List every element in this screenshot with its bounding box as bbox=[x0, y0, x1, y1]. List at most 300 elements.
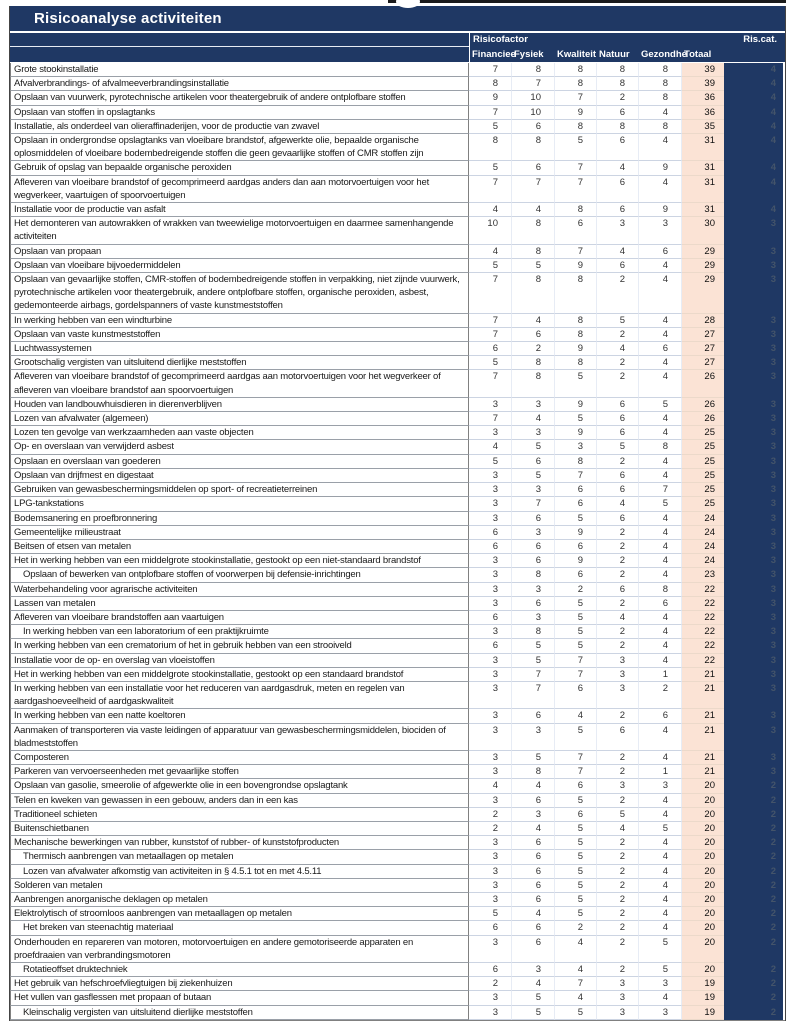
total-cell[interactable]: 31 bbox=[682, 176, 724, 203]
factor-cell[interactable]: 6 bbox=[597, 259, 639, 273]
total-cell[interactable]: 20 bbox=[682, 808, 724, 822]
activity-cell[interactable]: Beitsen of etsen van metalen bbox=[10, 540, 469, 554]
riscat-cell[interactable]: 3 bbox=[724, 370, 783, 397]
factor-cell[interactable]: 5 bbox=[639, 936, 682, 963]
factor-cell[interactable]: 5 bbox=[555, 512, 597, 526]
riscat-cell[interactable]: 4 bbox=[724, 120, 783, 134]
activity-cell[interactable]: Opslaan of bewerken van ontplofbare stoffen of voorwerpen bij defensie-inrichtingen bbox=[10, 568, 469, 582]
total-cell[interactable]: 20 bbox=[682, 865, 724, 879]
total-cell[interactable]: 20 bbox=[682, 963, 724, 977]
factor-cell[interactable]: 6 bbox=[512, 554, 555, 568]
factor-cell[interactable]: 6 bbox=[639, 597, 682, 611]
factor-cell[interactable]: 3 bbox=[512, 483, 555, 497]
activity-cell[interactable]: Rotatieoffset druktechniek bbox=[10, 963, 469, 977]
factor-cell[interactable]: 3 bbox=[469, 625, 512, 639]
total-cell[interactable]: 23 bbox=[682, 568, 724, 582]
factor-cell[interactable]: 4 bbox=[639, 794, 682, 808]
factor-cell[interactable]: 3 bbox=[512, 808, 555, 822]
factor-cell[interactable]: 3 bbox=[639, 779, 682, 793]
riscat-cell[interactable]: 4 bbox=[724, 91, 783, 105]
factor-cell[interactable]: 8 bbox=[597, 63, 639, 77]
activity-cell[interactable]: Thermisch aanbrengen van metaallagen op metalen bbox=[10, 850, 469, 864]
activity-cell[interactable]: Op- en overslaan van verwijderd asbest bbox=[10, 440, 469, 454]
factor-cell[interactable]: 6 bbox=[512, 921, 555, 935]
factor-cell[interactable]: 10 bbox=[512, 106, 555, 120]
factor-cell[interactable]: 6 bbox=[469, 611, 512, 625]
factor-cell[interactable]: 9 bbox=[555, 426, 597, 440]
riscat-cell[interactable]: 4 bbox=[724, 176, 783, 203]
total-cell[interactable]: 22 bbox=[682, 583, 724, 597]
factor-cell[interactable]: 3 bbox=[512, 724, 555, 751]
riscat-cell[interactable]: 2 bbox=[724, 1006, 783, 1020]
riscat-cell[interactable]: 3 bbox=[724, 554, 783, 568]
factor-cell[interactable]: 3 bbox=[512, 526, 555, 540]
factor-cell[interactable]: 6 bbox=[555, 808, 597, 822]
activity-cell[interactable]: Elektrolytisch of stroomloos aanbrengen van metaallagen op metalen bbox=[10, 907, 469, 921]
factor-cell[interactable]: 6 bbox=[512, 597, 555, 611]
factor-cell[interactable]: 8 bbox=[512, 370, 555, 397]
riscat-cell[interactable]: 3 bbox=[724, 245, 783, 259]
factor-cell[interactable]: 2 bbox=[512, 342, 555, 356]
factor-cell[interactable]: 4 bbox=[639, 991, 682, 1005]
factor-cell[interactable]: 8 bbox=[512, 765, 555, 779]
factor-cell[interactable]: 8 bbox=[512, 134, 555, 161]
total-cell[interactable]: 22 bbox=[682, 639, 724, 653]
riscat-cell[interactable]: 4 bbox=[724, 77, 783, 91]
activity-cell[interactable]: In werking hebben van een windturbine bbox=[10, 314, 469, 328]
activity-cell[interactable]: Aanbrengen anorganische deklagen op metalen bbox=[10, 893, 469, 907]
total-cell[interactable]: 21 bbox=[682, 668, 724, 682]
factor-cell[interactable]: 7 bbox=[555, 91, 597, 105]
factor-cell[interactable]: 3 bbox=[469, 512, 512, 526]
factor-cell[interactable]: 3 bbox=[469, 398, 512, 412]
activity-cell[interactable]: Opslaan van propaan bbox=[10, 245, 469, 259]
factor-cell[interactable]: 6 bbox=[597, 469, 639, 483]
riscat-cell[interactable]: 2 bbox=[724, 907, 783, 921]
factor-cell[interactable]: 3 bbox=[469, 568, 512, 582]
activity-cell[interactable]: Traditioneel schieten bbox=[10, 808, 469, 822]
factor-cell[interactable]: 6 bbox=[469, 342, 512, 356]
activity-cell[interactable]: Aanmaken of transporteren via vaste leidingen of apparatuur van gewasbeschermingsmiddelen, biociden of bladmeststoffen bbox=[10, 724, 469, 751]
factor-cell[interactable]: 3 bbox=[512, 398, 555, 412]
riscat-cell[interactable]: 3 bbox=[724, 682, 783, 709]
factor-cell[interactable]: 5 bbox=[597, 808, 639, 822]
factor-cell[interactable]: 5 bbox=[555, 370, 597, 397]
total-cell[interactable]: 26 bbox=[682, 370, 724, 397]
total-cell[interactable]: 22 bbox=[682, 654, 724, 668]
factor-cell[interactable]: 7 bbox=[469, 176, 512, 203]
factor-cell[interactable]: 6 bbox=[512, 540, 555, 554]
factor-cell[interactable]: 8 bbox=[639, 583, 682, 597]
activity-cell[interactable]: Lozen ten gevolge van werkzaamheden aan vaste objecten bbox=[10, 426, 469, 440]
total-cell[interactable]: 20 bbox=[682, 779, 724, 793]
factor-cell[interactable]: 6 bbox=[512, 455, 555, 469]
factor-cell[interactable]: 3 bbox=[512, 583, 555, 597]
factor-cell[interactable]: 9 bbox=[639, 203, 682, 217]
riscat-cell[interactable]: 3 bbox=[724, 583, 783, 597]
total-cell[interactable]: 22 bbox=[682, 611, 724, 625]
factor-cell[interactable]: 2 bbox=[597, 91, 639, 105]
factor-cell[interactable]: 5 bbox=[469, 161, 512, 175]
factor-cell[interactable]: 4 bbox=[639, 469, 682, 483]
factor-cell[interactable]: 4 bbox=[639, 921, 682, 935]
factor-cell[interactable]: 5 bbox=[555, 879, 597, 893]
factor-cell[interactable]: 6 bbox=[512, 936, 555, 963]
total-cell[interactable]: 26 bbox=[682, 412, 724, 426]
factor-cell[interactable]: 5 bbox=[639, 497, 682, 511]
factor-cell[interactable]: 5 bbox=[597, 440, 639, 454]
factor-cell[interactable]: 5 bbox=[639, 963, 682, 977]
factor-cell[interactable]: 3 bbox=[469, 1006, 512, 1020]
factor-cell[interactable]: 4 bbox=[639, 639, 682, 653]
factor-cell[interactable]: 8 bbox=[512, 568, 555, 582]
activity-cell[interactable]: Opslaan en overslaan van goederen bbox=[10, 455, 469, 469]
factor-cell[interactable]: 5 bbox=[555, 611, 597, 625]
activity-cell[interactable]: Houden van landbouwhuisdieren in dierenverblijven bbox=[10, 398, 469, 412]
total-cell[interactable]: 20 bbox=[682, 936, 724, 963]
activity-cell[interactable]: Grootschalig vergisten van uitsluitend dierlijke meststoffen bbox=[10, 356, 469, 370]
factor-cell[interactable]: 4 bbox=[555, 709, 597, 723]
factor-cell[interactable]: 6 bbox=[469, 963, 512, 977]
factor-cell[interactable]: 2 bbox=[469, 977, 512, 991]
factor-cell[interactable]: 5 bbox=[555, 850, 597, 864]
total-cell[interactable]: 20 bbox=[682, 921, 724, 935]
riscat-cell[interactable]: 3 bbox=[724, 497, 783, 511]
riscat-cell[interactable]: 3 bbox=[724, 765, 783, 779]
factor-cell[interactable]: 2 bbox=[597, 455, 639, 469]
factor-cell[interactable]: 4 bbox=[639, 540, 682, 554]
factor-cell[interactable]: 3 bbox=[469, 850, 512, 864]
factor-cell[interactable]: 3 bbox=[469, 554, 512, 568]
factor-cell[interactable]: 8 bbox=[555, 328, 597, 342]
total-cell[interactable]: 36 bbox=[682, 91, 724, 105]
activity-cell[interactable]: Kleinschalig vergisten van uitsluitend dierlijke meststoffen bbox=[10, 1006, 469, 1020]
factor-cell[interactable]: 2 bbox=[597, 879, 639, 893]
factor-cell[interactable]: 2 bbox=[597, 625, 639, 639]
riscat-cell[interactable]: 3 bbox=[724, 540, 783, 554]
riscat-cell[interactable]: 3 bbox=[724, 483, 783, 497]
factor-cell[interactable]: 5 bbox=[555, 893, 597, 907]
factor-cell[interactable]: 3 bbox=[469, 469, 512, 483]
factor-cell[interactable]: 7 bbox=[555, 176, 597, 203]
riscat-cell[interactable]: 2 bbox=[724, 794, 783, 808]
factor-cell[interactable]: 5 bbox=[555, 625, 597, 639]
factor-cell[interactable]: 6 bbox=[597, 583, 639, 597]
riscat-cell[interactable]: 3 bbox=[724, 568, 783, 582]
factor-cell[interactable]: 9 bbox=[639, 161, 682, 175]
factor-cell[interactable]: 4 bbox=[639, 568, 682, 582]
factor-cell[interactable]: 3 bbox=[469, 991, 512, 1005]
riscat-cell[interactable]: 4 bbox=[724, 106, 783, 120]
total-cell[interactable]: 20 bbox=[682, 794, 724, 808]
total-cell[interactable]: 19 bbox=[682, 991, 724, 1005]
factor-cell[interactable]: 2 bbox=[597, 865, 639, 879]
factor-cell[interactable]: 6 bbox=[555, 682, 597, 709]
factor-cell[interactable]: 3 bbox=[469, 682, 512, 709]
riscat-cell[interactable]: 2 bbox=[724, 921, 783, 935]
factor-cell[interactable]: 6 bbox=[597, 134, 639, 161]
factor-cell[interactable]: 4 bbox=[639, 176, 682, 203]
factor-cell[interactable]: 5 bbox=[555, 1006, 597, 1020]
factor-cell[interactable]: 4 bbox=[512, 822, 555, 836]
factor-cell[interactable]: 2 bbox=[597, 526, 639, 540]
activity-cell[interactable]: Waterbehandeling voor agrarische activiteiten bbox=[10, 583, 469, 597]
factor-cell[interactable]: 5 bbox=[555, 597, 597, 611]
factor-cell[interactable]: 4 bbox=[639, 356, 682, 370]
factor-cell[interactable]: 4 bbox=[639, 512, 682, 526]
total-cell[interactable]: 21 bbox=[682, 765, 724, 779]
activity-cell[interactable]: Installatie voor de productie van asfalt bbox=[10, 203, 469, 217]
factor-cell[interactable]: 2 bbox=[597, 540, 639, 554]
riscat-cell[interactable]: 3 bbox=[724, 611, 783, 625]
total-cell[interactable]: 29 bbox=[682, 245, 724, 259]
factor-cell[interactable]: 4 bbox=[639, 836, 682, 850]
riscat-cell[interactable]: 2 bbox=[724, 893, 783, 907]
factor-cell[interactable]: 7 bbox=[512, 682, 555, 709]
activity-cell[interactable]: Afleveren van vloeibare brandstof of gecomprimeerd aardgas anders dan aan motorvoertuigen voor het wegverkeer, vaartuigen of spoorvoertuigen bbox=[10, 176, 469, 203]
riscat-cell[interactable]: 3 bbox=[724, 724, 783, 751]
riscat-cell[interactable]: 3 bbox=[724, 597, 783, 611]
factor-cell[interactable]: 7 bbox=[555, 765, 597, 779]
factor-cell[interactable]: 3 bbox=[597, 977, 639, 991]
factor-cell[interactable]: 5 bbox=[639, 398, 682, 412]
total-cell[interactable]: 39 bbox=[682, 77, 724, 91]
factor-cell[interactable]: 2 bbox=[597, 356, 639, 370]
activity-cell[interactable]: Telen en kweken van gewassen in een gebouw, anders dan in een kas bbox=[10, 794, 469, 808]
total-cell[interactable]: 19 bbox=[682, 1006, 724, 1020]
factor-cell[interactable]: 7 bbox=[512, 497, 555, 511]
riscat-cell[interactable]: 4 bbox=[724, 161, 783, 175]
riscat-cell[interactable]: 3 bbox=[724, 526, 783, 540]
factor-cell[interactable]: 6 bbox=[639, 342, 682, 356]
factor-cell[interactable]: 8 bbox=[639, 91, 682, 105]
factor-cell[interactable]: 2 bbox=[597, 936, 639, 963]
factor-cell[interactable]: 2 bbox=[597, 328, 639, 342]
factor-cell[interactable]: 4 bbox=[639, 526, 682, 540]
riscat-cell[interactable]: 3 bbox=[724, 328, 783, 342]
factor-cell[interactable]: 2 bbox=[597, 597, 639, 611]
factor-cell[interactable]: 2 bbox=[597, 765, 639, 779]
activity-cell[interactable]: In werking hebben van een installatie voor het reduceren van aardgasdruk, meten en regelen van aardgashoeveelheid of aardgaskwaliteit bbox=[10, 682, 469, 709]
total-cell[interactable]: 29 bbox=[682, 259, 724, 273]
factor-cell[interactable]: 6 bbox=[512, 836, 555, 850]
factor-cell[interactable]: 4 bbox=[512, 907, 555, 921]
factor-cell[interactable]: 4 bbox=[512, 314, 555, 328]
factor-cell[interactable]: 4 bbox=[639, 412, 682, 426]
factor-cell[interactable]: 2 bbox=[597, 893, 639, 907]
total-cell[interactable]: 25 bbox=[682, 440, 724, 454]
factor-cell[interactable]: 2 bbox=[597, 921, 639, 935]
total-cell[interactable]: 22 bbox=[682, 597, 724, 611]
riscat-cell[interactable]: 3 bbox=[724, 625, 783, 639]
factor-cell[interactable]: 2 bbox=[597, 273, 639, 314]
factor-cell[interactable]: 6 bbox=[597, 398, 639, 412]
factor-cell[interactable]: 8 bbox=[555, 273, 597, 314]
factor-cell[interactable]: 7 bbox=[469, 370, 512, 397]
factor-cell[interactable]: 8 bbox=[639, 77, 682, 91]
factor-cell[interactable]: 3 bbox=[469, 497, 512, 511]
factor-cell[interactable]: 4 bbox=[555, 963, 597, 977]
total-cell[interactable]: 31 bbox=[682, 161, 724, 175]
factor-cell[interactable]: 1 bbox=[639, 668, 682, 682]
factor-cell[interactable]: 8 bbox=[639, 120, 682, 134]
factor-cell[interactable]: 6 bbox=[512, 879, 555, 893]
factor-cell[interactable]: 4 bbox=[639, 554, 682, 568]
riscat-cell[interactable]: 3 bbox=[724, 342, 783, 356]
factor-cell[interactable]: 4 bbox=[639, 106, 682, 120]
factor-cell[interactable]: 9 bbox=[555, 398, 597, 412]
factor-cell[interactable]: 6 bbox=[639, 709, 682, 723]
total-cell[interactable]: 24 bbox=[682, 512, 724, 526]
factor-cell[interactable]: 8 bbox=[555, 120, 597, 134]
factor-cell[interactable]: 7 bbox=[555, 469, 597, 483]
factor-cell[interactable]: 3 bbox=[512, 611, 555, 625]
factor-cell[interactable]: 4 bbox=[639, 134, 682, 161]
factor-cell[interactable]: 2 bbox=[597, 639, 639, 653]
factor-cell[interactable]: 5 bbox=[555, 907, 597, 921]
activity-cell[interactable]: Gebruik of opslag van bepaalde organische peroxiden bbox=[10, 161, 469, 175]
factor-cell[interactable]: 3 bbox=[597, 682, 639, 709]
factor-cell[interactable]: 4 bbox=[597, 822, 639, 836]
factor-cell[interactable]: 5 bbox=[512, 1006, 555, 1020]
riscat-cell[interactable]: 3 bbox=[724, 512, 783, 526]
total-cell[interactable]: 26 bbox=[682, 398, 724, 412]
factor-cell[interactable]: 4 bbox=[639, 724, 682, 751]
activity-cell[interactable]: In werking hebben van een natte koeltoren bbox=[10, 709, 469, 723]
factor-cell[interactable]: 3 bbox=[469, 668, 512, 682]
factor-cell[interactable]: 5 bbox=[512, 469, 555, 483]
factor-cell[interactable]: 2 bbox=[597, 370, 639, 397]
factor-cell[interactable]: 6 bbox=[512, 161, 555, 175]
activity-cell[interactable]: Het in werking hebben van een middelgrote stookinstallatie, gestookt op een standaard brandstof bbox=[10, 668, 469, 682]
activity-cell[interactable]: In werking hebben van een crematorium of het in gebruik hebben van een strooiveld bbox=[10, 639, 469, 653]
factor-cell[interactable]: 6 bbox=[469, 526, 512, 540]
riscat-cell[interactable]: 2 bbox=[724, 779, 783, 793]
factor-cell[interactable]: 4 bbox=[469, 203, 512, 217]
factor-cell[interactable]: 5 bbox=[555, 822, 597, 836]
factor-cell[interactable]: 7 bbox=[555, 751, 597, 765]
factor-cell[interactable]: 4 bbox=[597, 161, 639, 175]
factor-cell[interactable]: 6 bbox=[469, 639, 512, 653]
factor-cell[interactable]: 3 bbox=[597, 779, 639, 793]
factor-cell[interactable]: 6 bbox=[597, 724, 639, 751]
factor-cell[interactable]: 5 bbox=[639, 822, 682, 836]
riscat-cell[interactable]: 2 bbox=[724, 808, 783, 822]
factor-cell[interactable]: 6 bbox=[512, 328, 555, 342]
activity-cell[interactable]: Opslaan van vloeibare bijvoedermiddelen bbox=[10, 259, 469, 273]
factor-cell[interactable]: 3 bbox=[597, 668, 639, 682]
factor-cell[interactable]: 6 bbox=[512, 850, 555, 864]
factor-cell[interactable]: 3 bbox=[597, 1006, 639, 1020]
factor-cell[interactable]: 3 bbox=[597, 654, 639, 668]
factor-cell[interactable]: 7 bbox=[555, 977, 597, 991]
riscat-cell[interactable]: 3 bbox=[724, 639, 783, 653]
factor-cell[interactable]: 4 bbox=[512, 779, 555, 793]
factor-cell[interactable]: 6 bbox=[512, 893, 555, 907]
factor-cell[interactable]: 2 bbox=[597, 568, 639, 582]
factor-cell[interactable]: 3 bbox=[597, 217, 639, 244]
total-cell[interactable]: 36 bbox=[682, 106, 724, 120]
factor-cell[interactable]: 7 bbox=[469, 106, 512, 120]
activity-cell[interactable]: Het in werking hebben van een middelgrote stookinstallatie, gestookt op een niet-standaard brandstof bbox=[10, 554, 469, 568]
factor-cell[interactable]: 3 bbox=[469, 426, 512, 440]
factor-cell[interactable]: 6 bbox=[639, 245, 682, 259]
riscat-cell[interactable]: 3 bbox=[724, 668, 783, 682]
factor-cell[interactable]: 8 bbox=[639, 63, 682, 77]
riscat-cell[interactable]: 3 bbox=[724, 314, 783, 328]
factor-cell[interactable]: 3 bbox=[469, 893, 512, 907]
activity-cell[interactable]: Grote stookinstallatie bbox=[10, 63, 469, 77]
total-cell[interactable]: 25 bbox=[682, 455, 724, 469]
factor-cell[interactable]: 2 bbox=[597, 709, 639, 723]
factor-cell[interactable]: 4 bbox=[639, 865, 682, 879]
factor-cell[interactable]: 3 bbox=[469, 879, 512, 893]
factor-cell[interactable]: 8 bbox=[512, 63, 555, 77]
activity-cell[interactable]: Opslaan van gevaarlijke stoffen, CMR-stoffen of bodembedreigende stoffen in verpakking, niet zijnde vuurwerk, pyrotechnische artikelen voor theatergebruik, andere ontplofbare stoffen, organische peroxiden, asbest, gedemonteerde airbags, gordelspanners of vaste kunstmeststoffen bbox=[10, 273, 469, 314]
factor-cell[interactable]: 5 bbox=[469, 120, 512, 134]
total-cell[interactable]: 31 bbox=[682, 134, 724, 161]
activity-cell[interactable]: Installatie voor de op- en overslag van vloeistoffen bbox=[10, 654, 469, 668]
factor-cell[interactable]: 4 bbox=[639, 370, 682, 397]
factor-cell[interactable]: 7 bbox=[469, 328, 512, 342]
factor-cell[interactable]: 8 bbox=[639, 440, 682, 454]
factor-cell[interactable]: 5 bbox=[512, 991, 555, 1005]
factor-cell[interactable]: 6 bbox=[597, 426, 639, 440]
factor-cell[interactable]: 2 bbox=[597, 850, 639, 864]
factor-cell[interactable]: 9 bbox=[555, 342, 597, 356]
factor-cell[interactable]: 7 bbox=[555, 668, 597, 682]
total-cell[interactable]: 29 bbox=[682, 273, 724, 314]
factor-cell[interactable]: 6 bbox=[597, 412, 639, 426]
factor-cell[interactable]: 8 bbox=[469, 134, 512, 161]
factor-cell[interactable]: 8 bbox=[555, 455, 597, 469]
factor-cell[interactable]: 6 bbox=[597, 203, 639, 217]
total-cell[interactable]: 19 bbox=[682, 977, 724, 991]
total-cell[interactable]: 21 bbox=[682, 751, 724, 765]
activity-cell[interactable]: Het breken van steenachtig materiaal bbox=[10, 921, 469, 935]
factor-cell[interactable]: 3 bbox=[469, 597, 512, 611]
riscat-cell[interactable]: 3 bbox=[724, 751, 783, 765]
total-cell[interactable]: 25 bbox=[682, 469, 724, 483]
factor-cell[interactable]: 6 bbox=[469, 540, 512, 554]
factor-cell[interactable]: 8 bbox=[512, 625, 555, 639]
activity-cell[interactable]: Opslaan van gasolie, smeerolie of afgewerkte olie in een bovengrondse opslagtank bbox=[10, 779, 469, 793]
factor-cell[interactable]: 4 bbox=[639, 850, 682, 864]
factor-cell[interactable]: 2 bbox=[597, 751, 639, 765]
factor-cell[interactable]: 2 bbox=[555, 921, 597, 935]
factor-cell[interactable]: 9 bbox=[555, 526, 597, 540]
riscat-cell[interactable]: 3 bbox=[724, 455, 783, 469]
activity-cell[interactable]: In werking hebben van een laboratorium of een praktijkruimte bbox=[10, 625, 469, 639]
total-cell[interactable]: 25 bbox=[682, 483, 724, 497]
factor-cell[interactable]: 4 bbox=[597, 611, 639, 625]
riscat-cell[interactable]: 2 bbox=[724, 822, 783, 836]
riscat-cell[interactable]: 3 bbox=[724, 412, 783, 426]
factor-cell[interactable]: 2 bbox=[597, 554, 639, 568]
total-cell[interactable]: 24 bbox=[682, 526, 724, 540]
riscat-cell[interactable]: 2 bbox=[724, 977, 783, 991]
factor-cell[interactable]: 4 bbox=[639, 751, 682, 765]
factor-cell[interactable]: 2 bbox=[639, 682, 682, 709]
total-cell[interactable]: 24 bbox=[682, 540, 724, 554]
factor-cell[interactable]: 6 bbox=[555, 779, 597, 793]
factor-cell[interactable]: 8 bbox=[555, 77, 597, 91]
riscat-cell[interactable]: 2 bbox=[724, 850, 783, 864]
factor-cell[interactable]: 4 bbox=[639, 611, 682, 625]
factor-cell[interactable]: 8 bbox=[469, 77, 512, 91]
total-cell[interactable]: 25 bbox=[682, 497, 724, 511]
factor-cell[interactable]: 8 bbox=[512, 273, 555, 314]
